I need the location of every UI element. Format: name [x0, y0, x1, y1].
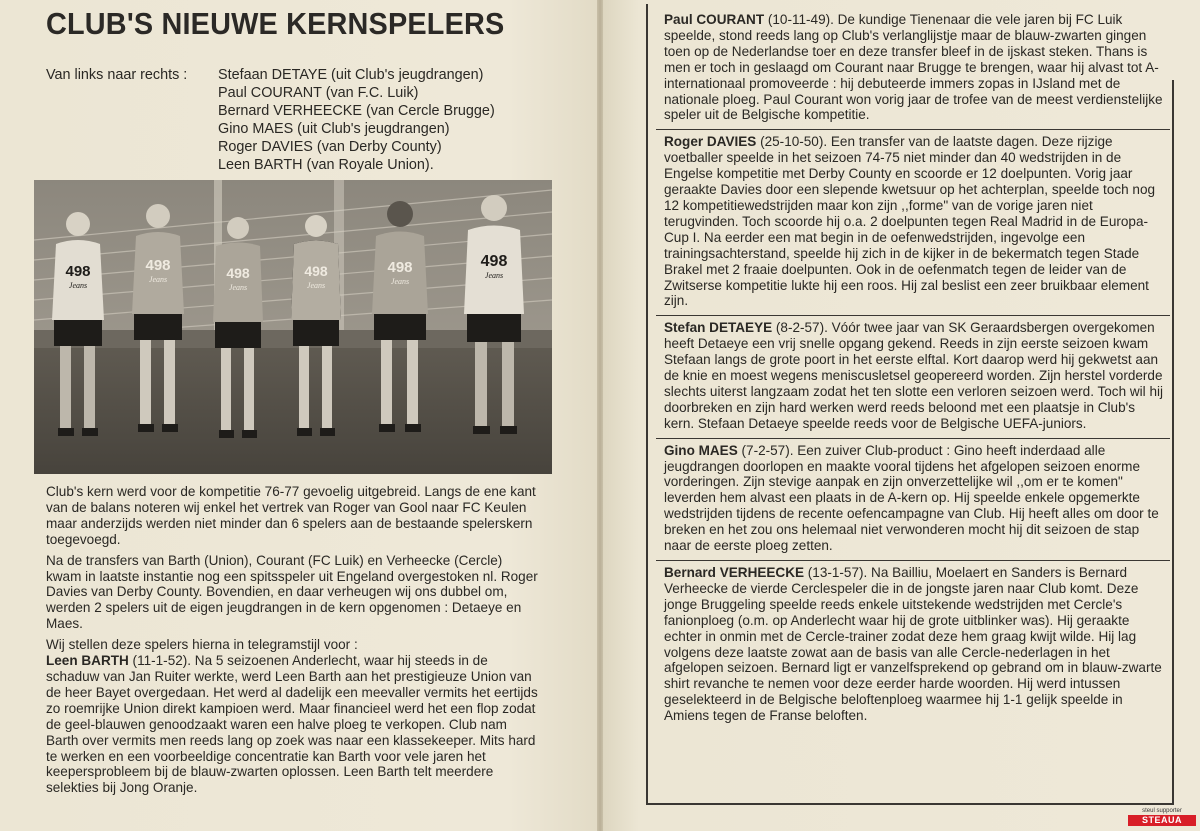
- lineup-item: Stefaan DETAYE (uit Club's jeugdrangen): [218, 67, 484, 83]
- watermark-brand: STEAUA: [1128, 815, 1196, 826]
- svg-text:498: 498: [226, 265, 250, 281]
- bio-divider: [656, 315, 1170, 316]
- lineup-item: Paul COURANT (van F.C. Luik): [218, 85, 419, 101]
- page-title: CLUB'S NIEUWE KERNSPELERS: [46, 6, 505, 41]
- bio-text: (7-2-57). Een zuiver Club-product : Gino heeft inderdaad alle jeugdrangen doorlopen en maakte vooral tijdens het afgelopen seizoen enorme vorderingen. Zijn stevige aanpak en zijn onverzettelijke wil ,,om er te komen" leverden hem alvast een plaats in de A-kern op. Hij speelde enkele opgemerkte wedstrijden tijdens de recente oefencampagne van Club. Hij heeft alles om door te breken en het zou ons helemaal niet verwonderen mocht hij dit seizoen de stap naar de eerste ploeg zetten.: [664, 442, 1159, 554]
- svg-text:498: 498: [480, 253, 508, 270]
- bio-text: (10-11-49). De kundige Tienenaar die vele jaren bij FC Luik speelde, stond reeds lang op Club's verlanglijstje maar de blauw-zwarten gingen toen op de Nederlandse toer en deze transfer bleef in de ijskast steken. Thans is men er toch in geslaagd om Courant naar Brugge te brengen, waar hij alvast tot A-internationaal promoveerde : hij debuteerde immers zopas in IJsland met de nationale ploeg. Paul Courant won vorig jaar de trofee van de meest verdienstelijke speler uit de Belgische kompetitie.: [664, 12, 1163, 123]
- article-paragraph: Na de transfers van Barth (Union), Courant (FC Luik) en Verheecke (Cercle) kwam in laatste instantie nog een spitsspeler uit Engeland overgestoken nl. Roger Davies van Derby County. Bovendien, en daar verheugen wij ons dubbel om, werden 2 spelers uit de eigen jeugdrangen in de kern opgenomen : Detaeye en Maes.: [46, 552, 538, 632]
- frame-rule: [1172, 80, 1174, 804]
- bio-barth: [46, 653, 538, 796]
- svg-text:Jeans: Jeans: [148, 275, 168, 284]
- watermark-caption: steul supporter: [1142, 808, 1182, 814]
- svg-text:498: 498: [304, 263, 328, 279]
- bio-name: Bernard VERHEECKE: [664, 565, 805, 580]
- lineup-item: Roger DAVIES (van Derby County): [218, 139, 442, 155]
- bio-divider: [656, 129, 1170, 130]
- lineup-list: [218, 66, 495, 174]
- bio-name: Leen BARTH: [46, 653, 129, 669]
- bio-courant: [664, 12, 1164, 126]
- bio-divider: [656, 438, 1170, 439]
- frame-rule: [646, 803, 1174, 805]
- bio-divider: [656, 560, 1170, 561]
- bio-name: Gino MAES: [664, 442, 738, 458]
- bio-text: (8-2-57). Vóór twee jaar van SK Geraardsbergen overgekomen heeft Detaeye een vrij snelle opgang gekend. Reeds in zijn eerste seizoen kwam Stefaan langs de grote poort in het eerste elftal. Kort daarop werd hij gekwetst aan de knie en moest wegens meniscusletsel geopereerd worden. Zijn herstel vorderde slechts uiterst langzaam zodat het ten slotte een verloren seizoen werd. Toch wil hij doorbreken en zijn hard werken werd reeds beloond met een plaatsje in Club's kern. Stefaan Detaeye speelde reeds voor de Belgische UEFA-juniors.: [664, 320, 1163, 431]
- lineup-label: Van links naar rechts :: [46, 67, 188, 83]
- bio-text: (13-1-57). Na Bailliu, Moelaert en Sanders is Bernard Verheecke de vierde Cerclespeler die in de jongste jaren naar Club komt. Deze jonge Bruggeling speelde reeds enkele uitstekende wedstrijden met Cercle's fanionploeg (o.m. op Anderlecht waar hij de grote uitblinker was). Hij geraakte echter in onmin met de Cercle-trainer zodat deze hem graag kwijt wilde. Hij lag volgens deze laatste zowat aan de basis van alle Cercle-nederlagen in het afgelopen seizoen. Bernard ligt er vanzelfsprekend op gebrand om in blauw-zwarte shirt revanche te nemen voor deze eerder harde woorden. Hij werd intussen geselekteerd in de Belgische beloftenploeg waarmee hij 1-1 gelijk speelde in Amiens tegen de Franse beloften.: [664, 565, 1162, 724]
- bio-name: Stefan DETAEYE: [664, 320, 773, 336]
- article-paragraph: Wij stellen deze spelers hierna in telegramstijl voor :: [46, 637, 358, 653]
- frame-rule: [646, 4, 648, 804]
- svg-text:498: 498: [387, 259, 413, 276]
- watermark-logo: [1128, 808, 1196, 828]
- bio-name: Paul COURANT: [664, 12, 765, 27]
- bio-name: Roger DAVIES: [664, 134, 757, 150]
- svg-text:Jeans: Jeans: [306, 281, 326, 290]
- intro-article: [46, 484, 538, 801]
- lineup-item: Bernard VERHEECKE (van Cercle Brugge): [218, 103, 495, 119]
- article-paragraph: Club's kern werd voor de kompetitie 76-77 gevoelig uitgebreid. Langs de ene kant van de balans noteren wij enkel het vertrek van Roger van Gool naar FC Keulen maar anderzijds werden niet minder dan 6 spelers aan de bestaande spelerskern toegevoegd.: [46, 484, 536, 547]
- bio-davies: [664, 134, 1164, 312]
- bio-text: (11-1-52). Na 5 seizoenen Anderlecht, waar hij steeds in de schaduw van Jan Ruiter werkte, werd Leen Barth aan het prestigieuze Union van de heer Bayet overgedaan. Het werd al dadelijk een meevaller vermits het eertijds zo roemrijke Union direkt kampioen werd. Maar financieel werd het een flop zodat de geel-blauwen genoodzaakt waren een halve ploeg te verkopen. Club nam Barth over vermits men reeds lang op zoek was naar een klassekeeper. Mits hard te werken en een voorbeeldige concentratie kan Barth voor vele jaren het keepersprobleem bij de blauw-zwarten oplossen. Leen Barth telt meerdere selekties bij Jong Oranje.: [46, 653, 538, 796]
- team-photo: [34, 180, 552, 474]
- lineup-item: Leen BARTH (van Royale Union).: [218, 157, 434, 173]
- bio-verheecke: [664, 565, 1164, 727]
- svg-text:Jeans: Jeans: [228, 283, 248, 292]
- lineup-item: Gino MAES (uit Club's jeugdrangen): [218, 121, 450, 137]
- svg-text:Jeans: Jeans: [484, 271, 504, 280]
- bio-maes: [664, 443, 1164, 557]
- svg-text:Jeans: Jeans: [390, 277, 410, 286]
- bio-text: (25-10-50). Een transfer van de laatste dagen. Deze rijzige voetballer speelde in het seizoen 74-75 niet minder dan 40 wedstrijden in de Engelse kompetitie met Derby County en scoorde er 12 doelpunten. Vorig jaar geraakte Davies door een slepende kwetsuur op het achterplan, speelde toch nog 12 kompetitiewedstrijden maar kon zijn ,,forme" van de vorige jaren niet terugvinden. Toch scoorde hij o.a. 2 doelpunten tegen Real Madrid in de Europa-Cup I. Na eerder een mat begin in de oefenwedstrijden, ingevolge een trainingsachterstand, speelde hij zich in de kijker in de bekermatch tegen Stade Brakel met 2 fraaie doelpunten. Ook in de oefenmatch tegen de leider van de Zwitserse kompetitie lukte hij een roos. Hij zal beslist een zeer bruikbaar element zijn.: [664, 134, 1156, 309]
- svg-text:498: 498: [65, 263, 91, 280]
- bio-detaeye: [664, 320, 1164, 434]
- left-page: [0, 0, 597, 831]
- svg-text:Jeans: Jeans: [68, 281, 88, 290]
- svg-text:498: 498: [145, 257, 171, 274]
- player-bios: [664, 12, 1164, 727]
